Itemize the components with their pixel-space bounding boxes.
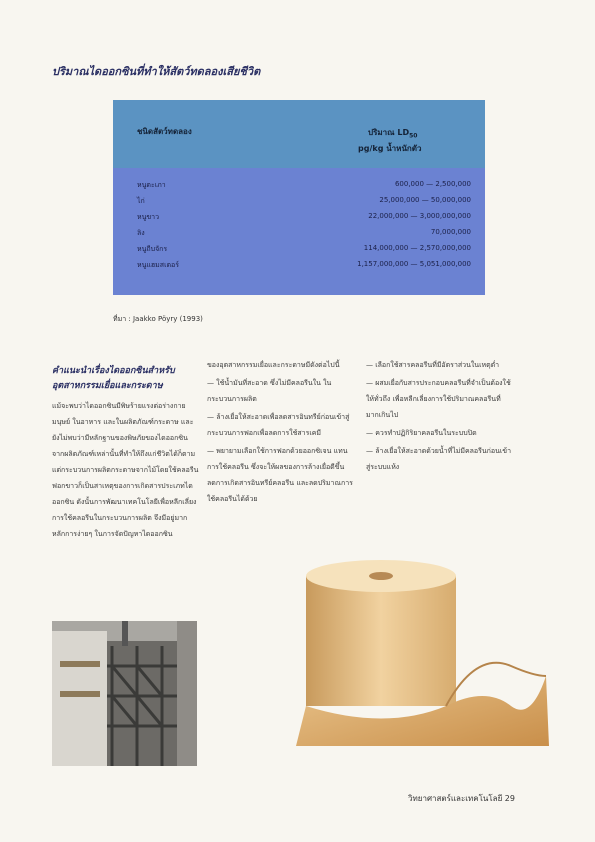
- header-amount: [368, 126, 417, 140]
- ld50-value: 25,000,000 — 50,000,000: [379, 196, 471, 204]
- header-amount-text: ปริมาณ LD: [368, 128, 410, 137]
- list-item: — ล้างเยื่อให้สะอาดด้วยน้ำที่ไม่มีคลอรีนก่อนเข้าสู่ระบบแห้ง: [366, 447, 512, 471]
- list-item: — ล้างเยื่อให้สะอาดเพื่อลดสารอินทรีย์ก่อนเข้าสู่กระบวนการฟอกเพื่อลดการใช้สารเคมี: [207, 413, 350, 437]
- table-body: [113, 168, 485, 295]
- table-row: [113, 226, 485, 240]
- factory-illustration: [52, 621, 197, 766]
- article-column-3: [366, 357, 513, 477]
- ld50-value: 600,000 — 2,500,000: [394, 180, 471, 188]
- factory-photo: [52, 621, 197, 766]
- header-animal: ชนิดสัตว์ทดลอง: [137, 127, 192, 136]
- list-item: — ควรทำปฏิกิริยาคลอรีนในระบบปิด: [366, 429, 477, 437]
- paper-roll-illustration: [296, 556, 549, 746]
- ld50-value: 114,000,000 — 2,570,000,000: [363, 244, 471, 252]
- paragraph: ของอุตสาหกรรมเยื่อและกระดาษมีดังต่อไปนี้: [207, 361, 340, 369]
- article-column-1: [52, 398, 199, 544]
- animal-name: ไก่: [137, 197, 145, 205]
- article-title: คำแนะนำเรื่องไดออกซินสำหรับอุตสาหกรรมเยื่อและกระดาษ: [52, 366, 175, 391]
- animal-name: ลิง: [137, 229, 145, 237]
- paper-roll-photo: [296, 556, 549, 746]
- paragraph: แม้จะพบว่าไดออกซินมีพิษร้ายแรงต่อร่างกายมนุษย์ ในอาหาร และในผลิตภัณฑ์กระดาษ และยังไม่พบว่ามีหลักฐานของพิษภัยของไดออกซินจากผลิตภัณฑ์เหล่านั้นที่ทำให้ถึงแก่ชีวิตได้ก็ตาม แต่กระบวนการผลิตกระดาษจากไม้โดยใช้คลอรีนฟอกขาวก็เป็นสาเหตุของการเกิดสารประเภทไดออกซิน ดังนั้นการพัฒนาเทคโนโลยีเพื่อหลีกเลี่ยงการใช้คลอรีนในกระบวนการผลิต จึงมีอยู่มาก หลักการง่ายๆ ในการจัดปัญหาไดออกซิน: [52, 402, 199, 538]
- table-row: [113, 194, 485, 208]
- table-row: [113, 178, 485, 192]
- header-amount-subscript: 50: [409, 132, 418, 140]
- list-item: — ใช้น้ำมันที่สะอาด ซึ่งไม่มีคลอรีนใน ในกระบวนการผลิต: [207, 379, 332, 403]
- table-row: [113, 210, 485, 224]
- page-footer: วิทยาศาสตร์และเทคโนโลยี 29: [408, 794, 515, 803]
- article-column-2: [207, 357, 355, 509]
- section-heading: ปริมาณไดออกซินที่ทำให้สัตว์ทดลองเสียชีวิต: [52, 65, 261, 78]
- animal-name: หนูขาว: [137, 213, 160, 221]
- table-header: [113, 100, 485, 168]
- list-item: — เลือกใช้สารคลอรีนที่มีอัตราส่วนในเหตุต่ำ: [366, 361, 500, 369]
- table-row: [113, 258, 485, 272]
- ld50-table: [113, 100, 485, 295]
- header-unit: pg/kg น้ำหนักตัว: [358, 144, 422, 153]
- ld50-value: 1,157,000,000 — 5,051,000,000: [357, 260, 471, 268]
- table-row: [113, 242, 485, 256]
- list-item: — พยายามเลือกใช้การฟอกด้วยออกซิเจน แทนการใช้คลอรีน ซึ่งจะให้ผลของการล้างเยื่อดีขึ้น ลดการเกิดสารอินทรีย์คลอรีน และลดปริมาณการใช้คลอรีนได้ด้วย: [207, 447, 353, 503]
- animal-name: หนูแฮมสเตอร์: [137, 261, 179, 269]
- animal-name: หนูตะเภา: [137, 181, 166, 189]
- table-source: ที่มา : Jaakko Pöyry (1993): [113, 315, 203, 323]
- animal-name: หนูถีบจักร: [137, 245, 168, 253]
- list-item: — ผสมเยื่อกับสารประกอบคลอรีนที่จำเป็นต้องใช้ให้ทั่วถึง เพื่อหลีกเลี่ยงการใช้ปริมาณคลอรีนที่มากเกินไป: [366, 379, 511, 419]
- ld50-value: 22,000,000 — 3,000,000,000: [368, 212, 471, 220]
- ld50-value: 70,000,000: [430, 228, 471, 236]
